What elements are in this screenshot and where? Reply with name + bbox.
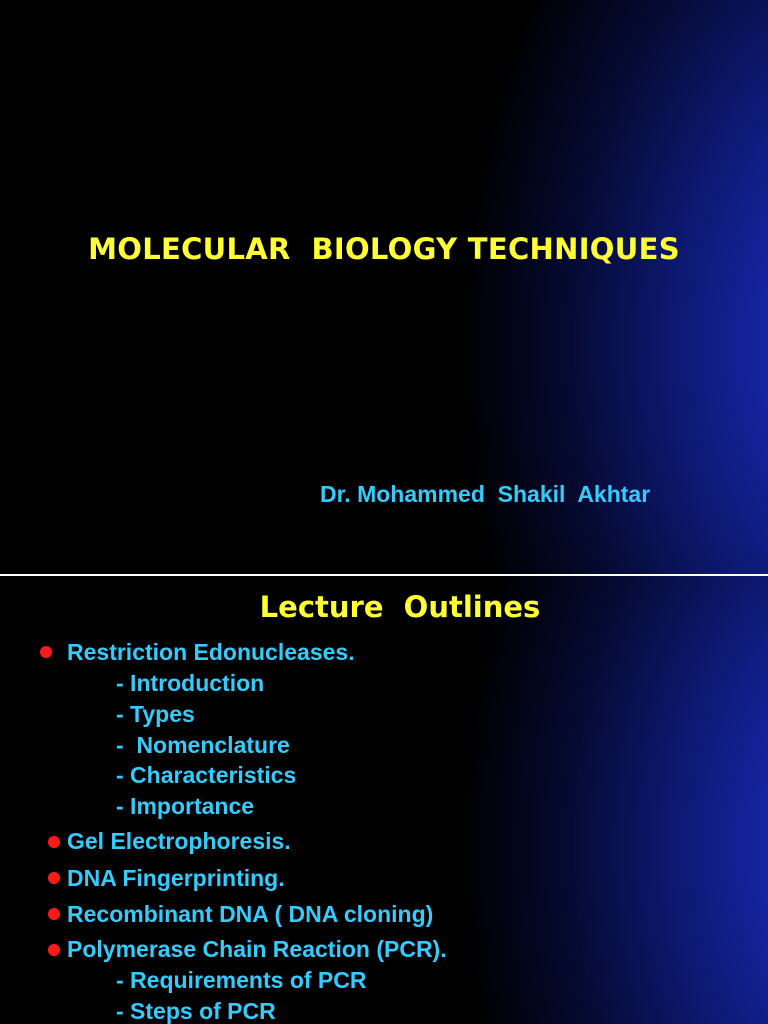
outline-item: Polymerase Chain Reaction (PCR). <box>67 936 447 962</box>
outline-item: Restriction Edonucleases. <box>67 639 355 665</box>
outline-item: DNA Fingerprinting. <box>67 865 285 891</box>
bullet-icon <box>40 646 52 658</box>
outline-item: Recombinant DNA ( DNA cloning) <box>67 901 434 927</box>
bullet-icon <box>48 872 60 884</box>
outline-subitem: - Characteristics <box>116 762 297 788</box>
outline-slide <box>0 576 768 1024</box>
slide-title: MOLECULAR BIOLOGY TECHNIQUES <box>88 232 680 266</box>
outline-subitem: - Nomenclature <box>116 732 290 758</box>
outline-subitem: - Introduction <box>116 670 265 696</box>
bullet-icon <box>48 944 60 956</box>
outline-subitem: - Requirements of PCR <box>116 967 367 993</box>
outline-heading: Lecture Outlines <box>259 590 541 624</box>
outline-subitem: - Steps of PCR <box>116 998 276 1024</box>
author-name: Dr. Mohammed Shakil Akhtar <box>320 481 651 507</box>
outline-item: Gel Electrophoresis. <box>67 828 291 854</box>
outline-subitem: - Types <box>116 701 195 727</box>
outline-subitem: - Importance <box>116 793 255 819</box>
bullet-icon <box>48 908 60 920</box>
bullet-icon <box>48 836 60 848</box>
